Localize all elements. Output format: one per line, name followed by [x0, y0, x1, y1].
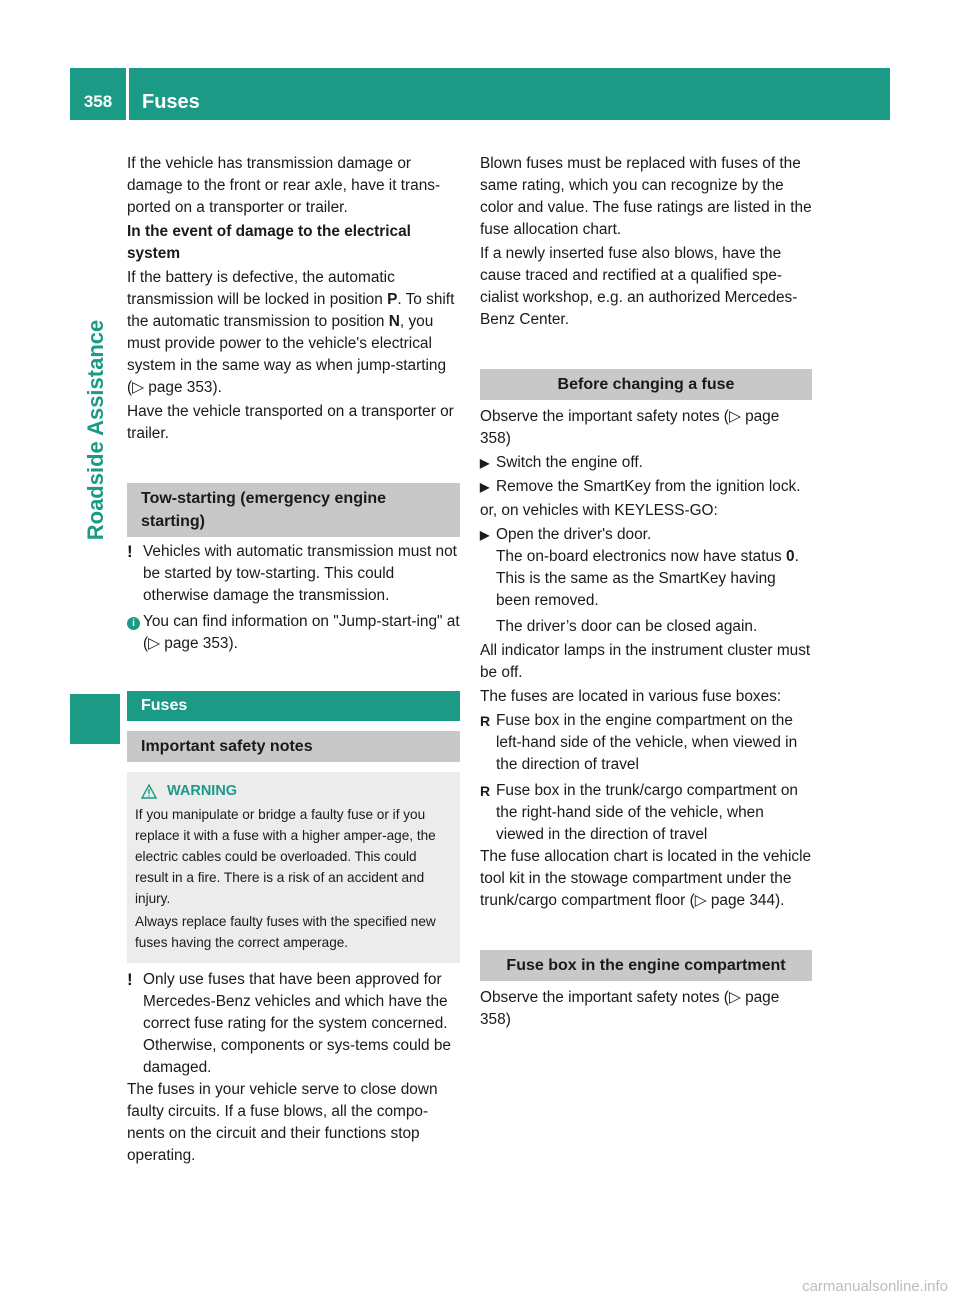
text: ) — [505, 430, 511, 447]
page-reference[interactable]: page 358 — [480, 408, 780, 447]
list-item-text: Fuse box in the trunk/cargo compartment on the right-hand side of the vehicle, when viewed in the direction of travel — [496, 782, 798, 843]
paragraph: If the vehicle has transmission damage or damage to the front or rear axle, have it trans-ported on a transporter or trailer. — [127, 155, 441, 216]
ref-arrow-icon: ▷ — [694, 892, 707, 909]
text: Observe the important safety notes ( — [480, 989, 729, 1006]
warning-label: WARNING — [167, 783, 238, 799]
text: . This is the same as the SmartKey having been removed. — [496, 548, 799, 609]
note-info — [127, 611, 460, 655]
list-item — [480, 780, 812, 846]
paragraph: Have the vehicle transported on a transporter or trailer. — [127, 403, 454, 442]
step-text — [496, 524, 812, 612]
bullet-icon: R — [480, 713, 491, 729]
paragraph — [480, 846, 812, 912]
info-icon: i — [127, 617, 140, 630]
ref-arrow-icon: ▷ — [132, 379, 144, 396]
paragraph — [480, 406, 812, 450]
warning-text: If you manipulate or bridge a faulty fuse or if you replace it with a fuse with a higher amper-age, the electric cables could be overloaded. This could result in a fire. There is a risk of an accident and injury. — [135, 807, 436, 906]
step-text: Switch the engine off. — [496, 454, 643, 471]
paragraph: If a newly inserted fuse also blows, have the cause traced and rectified at a qualified spe-cialist workshop, e.g. an authorized Mercedes-Benz Center. — [480, 245, 798, 328]
page-reference[interactable]: page 358 — [480, 989, 780, 1028]
caution-icon: ! — [127, 542, 133, 561]
section-heading: Important safety notes — [127, 731, 460, 762]
bullet-icon: R — [480, 783, 491, 799]
step-arrow-icon: ▶ — [480, 528, 490, 542]
side-tab-block — [70, 694, 120, 744]
section-heading: Tow-starting (emergency engine starting) — [127, 483, 460, 537]
text: If the battery is defective, the automatic transmission will be locked in position — [127, 269, 395, 308]
paragraph: The fuses are located in various fuse boxes: — [480, 688, 782, 705]
text: ). — [212, 379, 222, 396]
section-heading: Before changing a fuse — [480, 369, 812, 400]
watermark: carmanualsonline.info — [802, 1278, 948, 1295]
header-divider — [126, 68, 129, 120]
list-item-text: Fuse box in the engine compartment on the left-hand side of the vehicle, when viewed in the direction of travel — [496, 712, 798, 773]
chapter-heading: Fuses — [127, 691, 460, 721]
text-bold: 0 — [786, 548, 795, 565]
page-number: 358 — [83, 92, 113, 111]
right-column — [480, 153, 812, 1033]
paragraph: The driver’s door can be closed again. — [496, 618, 758, 635]
text: You can find information on "Jump-start-ing" at ( — [143, 613, 460, 652]
text: The fuse allocation chart is located in the vehicle tool kit in the stowage compartment under the trunk/cargo compartment floor ( — [480, 848, 812, 909]
note-caution — [127, 969, 460, 1079]
text: Open the driver's door. — [496, 526, 652, 543]
text: ). — [775, 892, 785, 909]
caution-icon: ! — [127, 970, 133, 989]
text: ). — [228, 635, 238, 652]
text: ) — [505, 1011, 511, 1028]
page-title: Fuses — [142, 91, 200, 113]
note-text: Only use fuses that have been approved for Mercedes-Benz vehicles and which have the correct fuse rating for the system concerned. Otherwise, components or sys-tems could be damaged. — [143, 971, 451, 1076]
ref-arrow-icon: ▷ — [148, 635, 160, 652]
text-bold: N — [388, 313, 400, 330]
instruction-step — [480, 452, 812, 474]
ref-arrow-icon: ▷ — [728, 989, 741, 1006]
text: Observe the important safety notes ( — [480, 408, 729, 425]
left-column — [127, 153, 460, 1169]
warning-text: Always replace faulty fuses with the specified new fuses having the correct amperage. — [135, 914, 436, 950]
ref-arrow-icon: ▷ — [728, 408, 741, 425]
text: , you must provide power to the vehicle's electrical system in the same way as when jump-starting ( — [127, 313, 447, 396]
text-bold: P — [387, 291, 398, 308]
paragraph: Blown fuses must be replaced with fuses of the same rating, which you can recognize by the color and value. The fuse ratings are listed in the fuse allocation chart. — [480, 155, 812, 238]
warning-triangle-icon — [141, 784, 157, 799]
step-text: Remove the SmartKey from the ignition lock. — [496, 478, 801, 495]
paragraph: The fuses in your vehicle serve to close down faulty circuits. If a fuse blows, all the compo-nents on the circuit and their functions stop operating. — [127, 1081, 438, 1164]
step-arrow-icon: ▶ — [480, 456, 490, 470]
paragraph: or, on vehicles with KEYLESS-GO: — [480, 502, 718, 519]
warning-box — [127, 772, 460, 963]
page-reference[interactable]: page 353 — [164, 635, 229, 652]
note-text: Vehicles with automatic transmission must not be started by tow-starting. This could otherwise damage the transmission. — [143, 543, 457, 604]
instruction-step — [480, 524, 812, 612]
section-heading: Fuse box in the engine compartment — [480, 950, 812, 981]
text: . To shift the automatic transmission to position — [127, 291, 455, 330]
paragraph — [480, 987, 812, 1031]
side-tab-label: Roadside Assistance — [83, 319, 108, 541]
note-text — [143, 611, 460, 655]
paragraph: All indicator lamps in the instrument cluster must be off. — [480, 642, 811, 681]
step-arrow-icon: ▶ — [480, 480, 490, 494]
list-item — [480, 710, 812, 776]
page-reference[interactable]: page 353 — [148, 379, 213, 396]
note-caution — [127, 541, 460, 607]
page-reference[interactable]: page 344 — [710, 892, 776, 909]
paragraph — [127, 267, 460, 399]
text: The on-board electronics now have status — [496, 548, 787, 565]
instruction-step — [480, 476, 812, 498]
subheading: In the event of damage to the electrical system — [127, 223, 411, 262]
warning-header — [135, 780, 452, 802]
